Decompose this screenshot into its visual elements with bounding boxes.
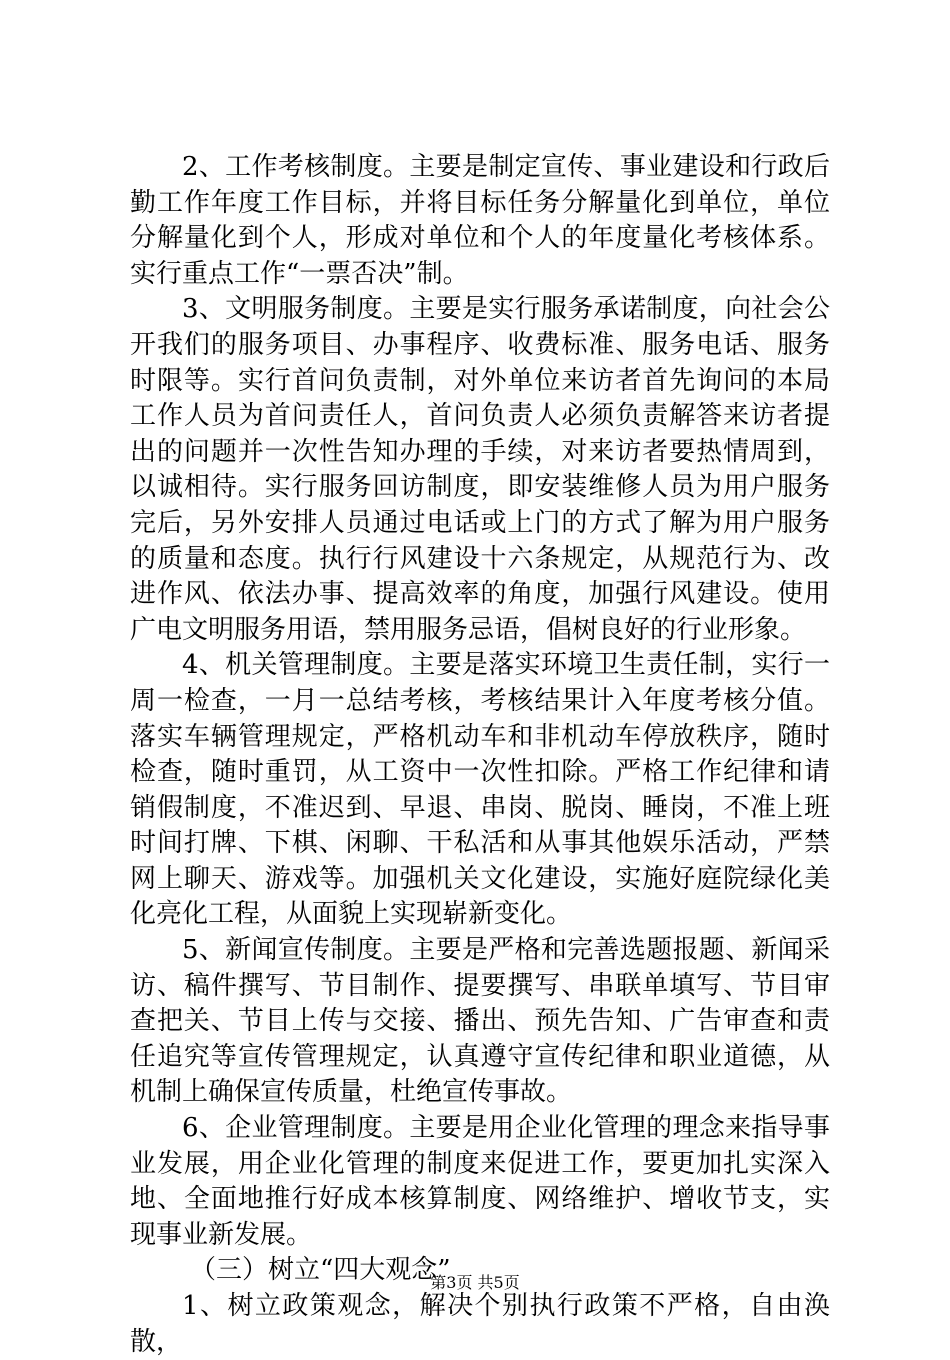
paragraph-news-publicity: 5、新闻宣传制度。主要是严格和完善选题报题、新闻采访、稿件撰写、节目制作、提要撰写、串联单填写、节目审查把关、节目上传与交接、播出、预先告知、广告审查和责任追究等宣传管理规定，认真遵守宣传纪律和职业道德，从机制上确保宣传质量，杜绝宣传事故。 [130, 935, 830, 1108]
paragraph-office-management: 4、机关管理制度。主要是落实环境卫生责任制，实行一周一检查，一月一总结考核，考核结果计入年度考核分值。落实车辆管理规定，严格机动车和非机动车停放秩序，随时检查，随时重罚，从工资中一次性扣除。严格工作纪律和请销假制度，不准迟到、早退、串岗、脱岗、睡岗，不准上班时间打牌、下棋、闲聊、干私活和从事其他娱乐活动，严禁网上聊天、游戏等。加强机关文化建设，实施好庭院绿化美化亮化工程，从面貌上实现崭新变化。 [130, 650, 830, 930]
page-number-footer: 第3页 共5页 [430, 1273, 520, 1292]
paragraph-policy-concept: 1、树立政策观念，解决个别执行政策不严格，自由涣散， [130, 1291, 830, 1357]
paragraph-work-assessment: 2、工作考核制度。主要是制定宣传、事业建设和行政后勤工作年度工作目标，并将目标任务分解量化到单位，单位分解量化到个人，形成对单位和个人的年度量化考核体系。实行重点工作“一票否决”制。 [130, 152, 830, 289]
document-body [130, 150, 830, 1360]
section-heading: （三）树立“四大观念” [190, 1255, 451, 1286]
paragraph-civilized-service: 3、文明服务制度。主要是实行服务承诺制度，向社会公开我们的服务项目、办事程序、收费标准、服务电话、服务时限等。实行首问负责制，对外单位来访者首先询问的本局工作人员为首问责任人，首问负责人必须负责解答来访者提出的问题并一次性告知办理的手续，对来访者要热情周到，以诚相待。实行服务回访制度，即安装维修人员为用户服务完后，另外安排人员通过电话或上门的方式了解为用户服务的质量和态度。执行行风建设十六条规定，从规范行为、改进作风、依法办事、提高效率的角度，加强行风建设。使用广电文明服务用语，禁用服务忌语，倡树良好的行业形象。 [130, 294, 830, 645]
paragraph-enterprise-management: 6、企业管理制度。主要是用企业化管理的理念来指导事业发展，用企业化管理的制度来促进工作，要更加扎实深入地、全面地推行好成本核算制度、网络维护、增收节支，实现事业新发展。 [130, 1113, 830, 1250]
